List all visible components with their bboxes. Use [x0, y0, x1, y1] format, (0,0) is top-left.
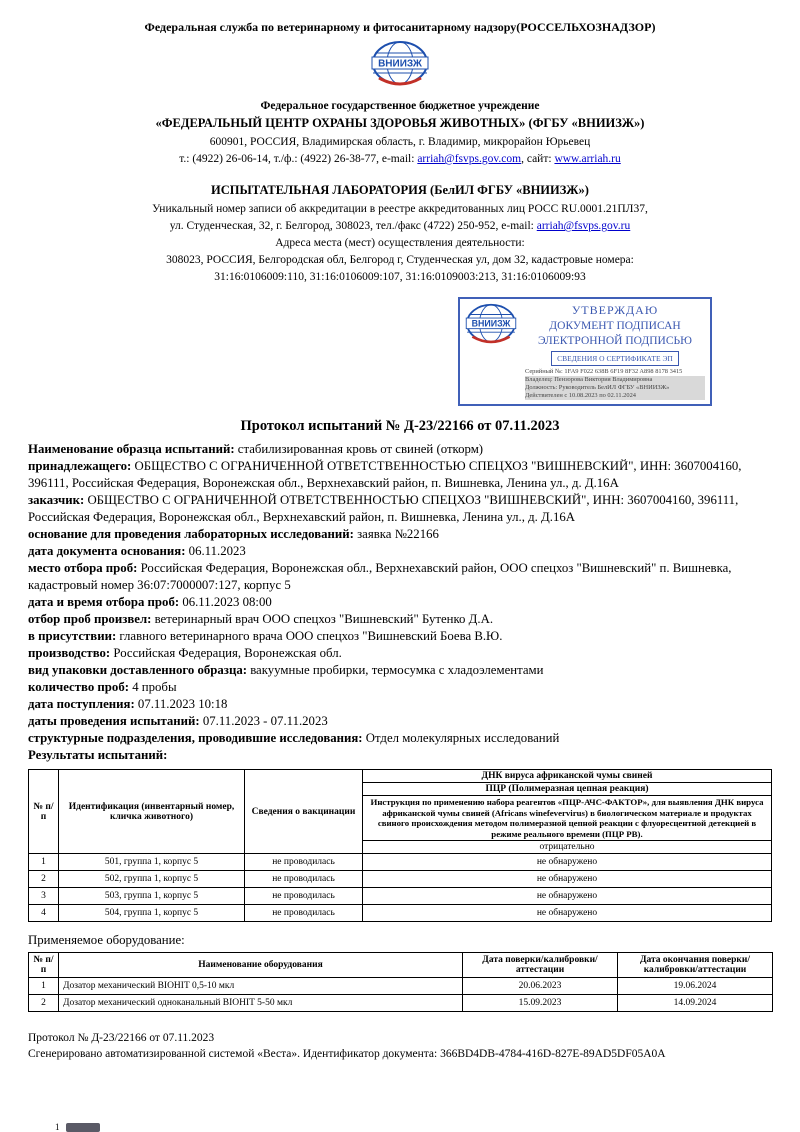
field-row: структурные подразделения, проводившие исследования: Отдел молекулярных исследований [28, 731, 560, 745]
stamp-logo [465, 303, 519, 354]
globe-logo-icon-small [465, 303, 517, 349]
vniizh-logo [0, 40, 800, 97]
table-row: 3 503, группа 1, корпус 5 не проводилась не обнаружено [29, 888, 772, 905]
field-row: основание для проведения лабораторных исследований: заявка №22166 [28, 527, 439, 541]
institution-address: 600901, РОССИЯ, Владимирская область, г. Владимир, микрорайон Юрьевец [209, 136, 591, 148]
field-row: количество проб: 4 пробы [28, 680, 177, 694]
results-col-vacc: Сведения о вакцинации [245, 770, 363, 854]
stamp-validity: Действителен с 10.08.2023 по 02.11.2024 [525, 392, 705, 400]
field-row: даты проведения испытаний: 07.11.2023 - 07.11.2023 [28, 714, 328, 728]
institution-email-link[interactable]: arriah@fsvps.gov.com [417, 153, 522, 165]
page-footer [28, 1032, 772, 1060]
institution-name: «ФЕДЕРАЛЬНЫЙ ЦЕНТР ОХРАНЫ ЗДОРОВЬЯ ЖИВОТНЫХ» (ФГБУ «ВНИИЗЖ») [155, 116, 645, 130]
footer-generated-note: Сгенерировано автоматизированной системой «Веста». Идентификатор документа: 366BD4DB-4784-416D-827E-89AD5DF05A0A [28, 1048, 666, 1060]
equipment-heading: Применяемое оборудование: [28, 933, 185, 947]
agency-header: Федеральная служба по ветеринарному и фитосанитарному надзору(РОССЕЛЬХОЗНАДЗОР) [144, 20, 656, 34]
lab-cadastral: 31:16:0106009:110, 31:16:0106009:107, 31:16:0109003:213, 31:16:0106009:93 [214, 271, 586, 283]
svg-text:ВНИИЗЖ: ВНИИЗЖ [378, 58, 422, 70]
stamp-serial: Серийный №: 1FA9 F022 638B 6F19 8F32 A898 8178 3415 [525, 368, 683, 375]
field-row: дата документа основания: 06.11.2023 [28, 544, 246, 558]
stamp-signed-line2: ЭЛЕКТРОННОЙ ПОДПИСЬЮ [538, 335, 692, 347]
results-col-id: Идентификация (инвентарный номер, кличка животного) [59, 770, 245, 854]
lab-accreditation: Уникальный номер записи об аккредитации в реестре аккредитованных лиц РОСС RU.0001.21ПЛ37, [152, 203, 648, 215]
table-row: 2 502, группа 1, корпус 5 не проводилась не обнаружено [29, 871, 772, 888]
table-row: 1 Дозатор механический BIOHIT 0,5-10 мкл 20.06.2023 19.06.2024 [29, 978, 773, 995]
footer-protocol-ref: Протокол № Д-23/22166 от 07.11.2023 [28, 1032, 215, 1044]
equipment-col-date-end: Дата окончания поверки/калибровки/аттестации [618, 953, 773, 978]
results-heading: Результаты испытаний: [28, 748, 168, 762]
globe-logo-icon [371, 40, 429, 92]
table-row: 2 Дозатор механический одноканальный BIOHIT 5-50 мкл 15.09.2023 14.09.2024 [29, 995, 773, 1012]
lab-address: ул. Студенческая, 32, г. Белгород, 308023, тел./факс (4722) 250-952, e-mail: arriah@fsvps.gov.ru [169, 220, 631, 232]
field-row: производство: Российская Федерация, Воронежская обл. [28, 646, 342, 660]
institution-contacts: т.: (4922) 26-06-14, т./ф.: (4922) 26-38-77, e-mail: arriah@fsvps.gov.com, сайт: www.arriah.ru [179, 153, 621, 165]
stamp-owner: Владелец: Пензорова Виктория Владимировна [525, 376, 705, 384]
equipment-col-date: Дата поверки/калибровки/аттестации [463, 953, 618, 978]
page-indicator-blob [66, 1123, 100, 1132]
lab-title: ИСПЫТАТЕЛЬНАЯ ЛАБОРАТОРИЯ (БелИЛ ФГБУ «ВНИИЗЖ») [211, 183, 589, 197]
equipment-table [28, 952, 773, 1012]
field-row: дата поступления: 07.11.2023 10:18 [28, 697, 228, 711]
stamp-signed-line1: ДОКУМЕНТ ПОДПИСАН [549, 320, 681, 332]
results-table [28, 769, 772, 922]
equipment-col-name: Наименование оборудования [59, 953, 463, 978]
svg-text:ВНИИЗЖ: ВНИИЗЖ [471, 318, 511, 329]
stamp-approve-label: УТВЕРЖДАЮ [571, 303, 659, 317]
field-row: принадлежащего: ОБЩЕСТВО С ОГРАНИЧЕННОЙ ОТВЕТСТВЕННОСТЬЮ СПЕЦХОЗ "ВИШНЕВСКИЙ", ИНН: 3607004160, 396111, Российская Федерация, Воронежская обл., Верхнехавский район, п. Вишневка, Ленина ул., д. Д.16А [28, 459, 742, 490]
field-row: отбор проб произвел: ветеринарный врач ООО спецхоз "Вишневский" Бутенко Д.А. [28, 612, 494, 626]
institution-type: Федеральное государственное бюджетное учреждение [260, 100, 540, 112]
lab-activity-address: 308023, РОССИЯ, Белгородская обл, Белгород г, Студенческая ул, дом 32, кадастровые номера: [166, 254, 634, 266]
lab-email-link[interactable]: arriah@fsvps.gov.ru [536, 220, 631, 232]
table-row: 4 504, группа 1, корпус 5 не проводилась не обнаружено [29, 905, 772, 922]
equipment-col-no: № п/п [29, 953, 59, 978]
results-col-norm: отрицательно [363, 841, 772, 854]
protocol-fields [28, 441, 772, 764]
page-indicator-partial [55, 1122, 100, 1132]
institution-site-link[interactable]: www.arriah.ru [554, 153, 621, 165]
results-col-no: № п/п [29, 770, 59, 854]
lab-activity-heading: Адреса места (мест) осуществления деятельности: [275, 237, 525, 249]
field-row: вид упаковки доставленного образца: вакуумные пробирки, термосумка с хладоэлементами [28, 663, 544, 677]
results-col-test: ДНК вируса африканской чумы свиней [363, 770, 772, 783]
stamp-certificate-badge: СВЕДЕНИЯ О СЕРТИФИКАТЕ ЭП [551, 351, 679, 366]
results-col-method: Инструкция по применению набора реагентов «ПЦР-АЧС-ФАКТОР», для выявления ДНК вируса африканской чумы свиней (Africans winefevervirus) в биологическом материале и продуктах свиного происхождения методом полимеразной цепной реакции с флуоресцентной детекцией в режиме реального времени (ПЦР РВ). [363, 796, 772, 841]
results-col-method-type: ПЦР (Полимеразная цепная реакция) [363, 783, 772, 796]
page-title: Протокол испытаний № Д-23/22166 от 07.11.2023 [240, 418, 560, 434]
field-row: заказчик: ОБЩЕСТВО С ОГРАНИЧЕННОЙ ОТВЕТСТВЕННОСТЬЮ СПЕЦХОЗ "ВИШНЕВСКИЙ", ИНН: 3607004160, 396111, Российская Федерация, Воронежская обл., Верхнехавский район, п. Вишневка, Ленина ул., д. Д.16А [28, 493, 739, 524]
stamp-position: Должность: Руководитель БелИЛ ФГБУ «ВНИИЗЖ» [525, 384, 705, 392]
field-row: дата и время отбора проб: 06.11.2023 08:00 [28, 595, 272, 609]
field-row: в присутствии: главного ветеринарного врача ООО спецхоз "Вишневский Боева В.Ю. [28, 629, 503, 643]
page-number: 1 [55, 1122, 60, 1132]
field-row: Наименование образца испытаний: стабилизированная кровь от свиней (откорм) [28, 442, 484, 456]
field-row: место отбора проб: Российская Федерация, Воронежская обл., Верхнехавский район, ООО спецхоз "Вишневский" п. Вишневка, кадастровый номер 36:07:7000007:127, корпус 5 [28, 561, 732, 592]
table-row: 1 501, группа 1, корпус 5 не проводилась не обнаружено [29, 854, 772, 871]
e-signature-stamp [458, 297, 712, 406]
